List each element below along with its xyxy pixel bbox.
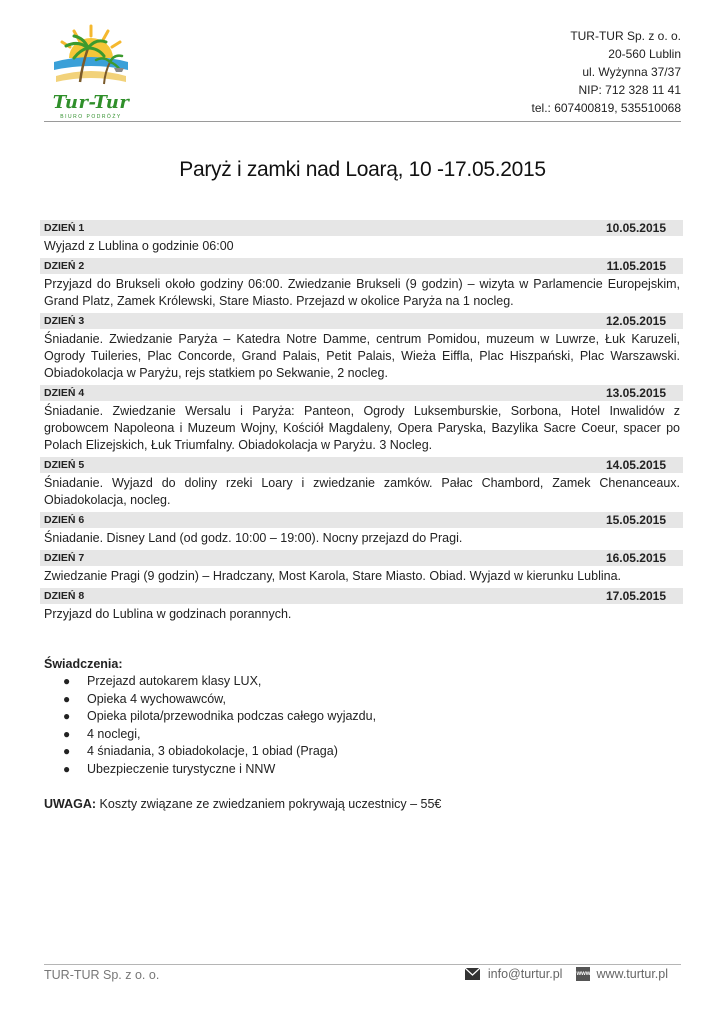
day-description: Przyjazd do Lublina w godzinach porannych. (44, 607, 292, 621)
day-label: DZIEŃ 3 (44, 315, 85, 327)
day-date: 11.05.2015 (606, 259, 666, 273)
logo-wordmark: Tur-Tur (52, 92, 130, 113)
company-postcode: 20-560 Lublin (608, 47, 681, 61)
footer-website[interactable]: www.turtur.pl (596, 967, 668, 981)
day-header (40, 512, 683, 528)
day-header (40, 457, 683, 473)
services-section (44, 657, 684, 778)
day-label: DZIEŃ 4 (44, 387, 85, 399)
day-6 (40, 512, 683, 550)
bullet-icon: ● (63, 761, 71, 776)
website-icon: www (576, 967, 590, 981)
bullet-icon: ● (63, 674, 71, 688)
footer-divider (44, 964, 681, 965)
service-text: 4 śniadania, 3 obiadokolacje, 1 obiad (Praga) (87, 744, 338, 758)
list-item (44, 708, 684, 726)
day-8 (40, 588, 683, 626)
header-divider (44, 121, 681, 122)
day-description: Śniadanie. Disney Land (od godz. 10:00 – 19:00). Nocny przejazd do Pragi. (44, 531, 463, 545)
footer-company: TUR-TUR Sp. z o. o. (44, 968, 160, 982)
day-date: 14.05.2015 (605, 458, 666, 472)
day-date: 15.05.2015 (605, 513, 666, 527)
day-date: 12.05.2015 (605, 314, 666, 328)
day-3 (40, 313, 683, 385)
note (44, 797, 441, 811)
service-text: Ubezpieczenie turystyczne i NNW (87, 761, 276, 776)
service-text: Opieka pilota/przewodnika podczas całego wyjazdu, (87, 709, 377, 723)
list-item (44, 761, 684, 779)
list-item (44, 673, 684, 691)
day-1 (40, 220, 683, 258)
day-header (40, 313, 683, 329)
day-7 (40, 550, 683, 588)
day-description: Przyjazd do Brukseli około godziny 06:00. Zwiedzanie Brukseli (9 godzin) – wizyta w Parlamencie Europejskim, Grand Platz, Zamek Królewski, Stare Miasto. Przejazd w okolice Paryża na 1 nocleg. (44, 277, 680, 308)
footer-email[interactable]: info@turtur.pl (487, 967, 563, 981)
day-label: DZIEŃ 8 (44, 590, 85, 602)
day-description: Śniadanie. Zwiedzanie Wersalu i Paryża: Panteon, Ogrody Luksemburskie, Sorbona, Hotel Inwalidów z grobowcem Napoleona i Muzeum Wojny, Kościół Magdaleny, Opera Paryska, Bazylika Sacre Coeur, spacer po Polach Elizejskich, Łuk Triumfalny. Obiadokolacja w Paryżu. 3 Nocleg. (44, 404, 680, 452)
services-list (44, 673, 684, 778)
list-item (44, 691, 684, 709)
company-nip: NIP: 712 328 11 41 (578, 83, 681, 97)
list-item (44, 743, 684, 761)
note-label: UWAGA: (44, 797, 97, 811)
service-text: Przejazd autokarem klasy LUX, (87, 674, 262, 688)
day-label: DZIEŃ 6 (44, 514, 85, 526)
bullet-icon: ● (63, 726, 71, 741)
day-header (40, 258, 683, 274)
day-header (40, 588, 683, 604)
day-2 (40, 258, 683, 313)
envelope-icon (465, 968, 480, 980)
day-description: Śniadanie. Wyjazd do doliny rzeki Loary i zwiedzanie zamków. Pałac Chambord, Zamek Chenanceaux. Obiadokolacja, nocleg. (44, 476, 680, 507)
logo-subtext: BIURO PODRÓŻY (60, 114, 122, 120)
page-title: Paryż i zamki nad Loarą, 10 -17.05.2015 (179, 158, 546, 181)
service-text: 4 noclegi, (87, 726, 141, 741)
note-text: Koszty związane ze zwiedzaniem pokrywają uczestnicy – 55€ (96, 797, 442, 811)
day-description: Śniadanie. Zwiedzanie Paryża – Katedra Notre Damme, centrum Pomidou, muzeum w Luwrze, Łuk Karuzeli, Ogrody Tuileries, Plac Concorde, Grand Palais, Petit Palais, Wieża Eiffla, Plac Hiszpański, Plac Warszawski. Obiadokolacja w Paryżu, rejs statkiem po Sekwanie, 2 nocleg. (44, 332, 680, 380)
day-description: Zwiedzanie Pragi (9 godzin) – Hradczany, Most Karola, Stare Miasto. Obiad. Wyjazd w kierunku Lublina. (44, 569, 622, 583)
day-header (40, 550, 683, 566)
itinerary (40, 220, 683, 626)
list-item (44, 726, 684, 744)
day-4 (40, 385, 683, 457)
day-label: DZIEŃ 5 (44, 459, 85, 471)
day-5 (40, 457, 683, 512)
company-address (532, 27, 681, 117)
day-header (40, 220, 683, 236)
day-label: DZIEŃ 1 (44, 222, 85, 234)
day-label: DZIEŃ 7 (44, 552, 85, 564)
footer-contacts (465, 967, 668, 981)
company-name: TUR-TUR Sp. z o. o. (570, 29, 681, 43)
company-phone: tel.: 607400819, 535510068 (531, 101, 681, 115)
company-street: ul. Wyżynna 37/37 (582, 65, 681, 79)
day-date: 13.05.2015 (605, 386, 666, 400)
services-title: Świadczenia: (44, 657, 123, 671)
company-logo (50, 22, 132, 122)
bullet-icon: ● (63, 709, 71, 723)
sun-palm-logo-icon (50, 22, 132, 94)
bullet-icon: ● (63, 691, 71, 706)
bullet-icon: ● (63, 744, 71, 758)
day-date: 10.05.2015 (605, 221, 666, 235)
day-date: 17.05.2015 (605, 589, 666, 603)
day-date: 16.05.2015 (605, 551, 666, 565)
day-label: DZIEŃ 2 (44, 260, 85, 272)
day-header (40, 385, 683, 401)
day-description: Wyjazd z Lublina o godzinie 06:00 (44, 239, 234, 253)
service-text: Opieka 4 wychowawców, (87, 691, 226, 706)
